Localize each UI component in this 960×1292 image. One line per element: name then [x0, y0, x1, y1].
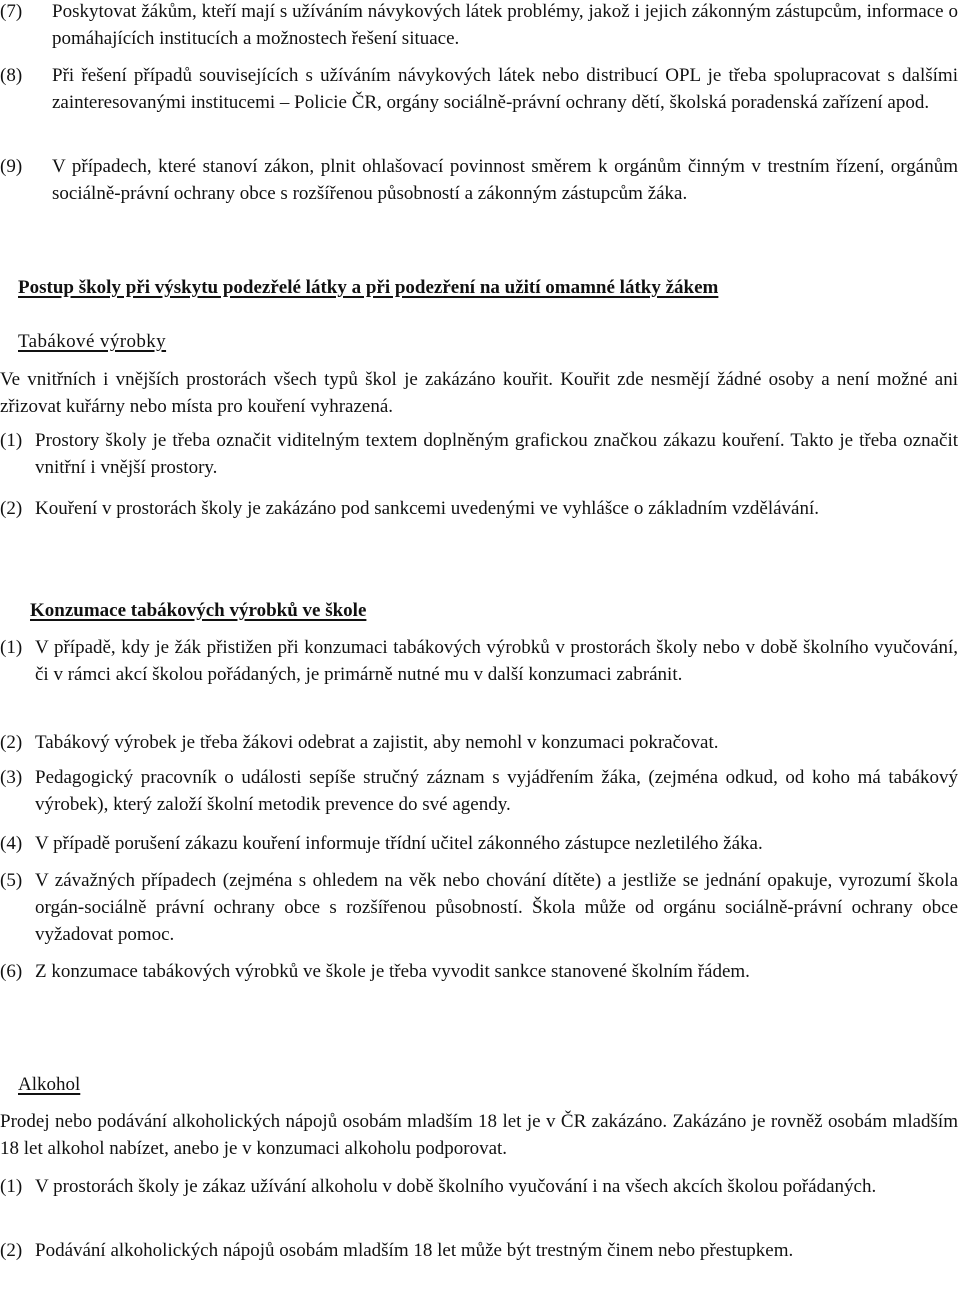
item-number: (5)	[0, 870, 23, 891]
list-item-9	[0, 153, 958, 207]
item-number: (2)	[0, 498, 23, 519]
item-text: Z konzumace tabákových výrobků ve škole je třeba vyvodit sankce stanovené školním řádem.	[35, 961, 750, 982]
konzumace-item-6	[0, 958, 958, 985]
item-number: (1)	[0, 1176, 23, 1197]
list-item-7	[0, 0, 958, 52]
item-text: V případě porušení zákazu kouření informuje třídní učitel zákonného zástupce nezletilého žáka.	[35, 833, 763, 854]
tabak-intro: Ve vnitřních i vnějších prostorách všech typů škol je zakázáno kouřit. Kouřit zde nesmějí žádné osoby a není možné ani zřizovat kuřárny nebo místa pro kouření vyhrazená.	[0, 369, 958, 417]
item-number: (1)	[0, 637, 23, 658]
item-number: (2)	[0, 1240, 23, 1261]
item-text: Kouření v prostorách školy je zakázáno pod sankcemi uvedenými ve vyhlášce o základním vzdělávání.	[35, 498, 820, 519]
section-heading-tabak: Tabákové výrobky	[18, 331, 167, 352]
item-number: (1)	[0, 430, 23, 451]
item-number: (2)	[0, 732, 23, 753]
item-text: V případech, které stanoví zákon, plnit ohlašovací povinnost směrem k orgánům činným v trestním řízení, orgánům sociálně-právní ochrany obce s rozšířenou působností a zákonným zástupcům žáka.	[52, 156, 958, 204]
konzumace-item-5	[0, 867, 958, 948]
list-item-8	[0, 62, 958, 116]
item-text: Prostory školy je třeba označit viditelným textem doplněným grafickou značkou zákazu kouření. Takto je třeba označit vnitřní i vnější prostory.	[35, 430, 958, 478]
konzumace-item-3	[0, 764, 958, 818]
item-number: (6)	[0, 961, 23, 982]
item-number: (4)	[0, 833, 23, 854]
konzumace-item-2	[0, 729, 958, 756]
item-text: Poskytovat žákům, kteří mají s užíváním návykových látek problémy, jakož i jejich zákonným zástupcům, informace o pomáhajících institucích a možnostech řešení situace.	[52, 1, 958, 49]
konzumace-item-1	[0, 634, 958, 688]
konzumace-item-4	[0, 830, 958, 857]
alkohol-item-2	[0, 1237, 958, 1264]
tabak-item-1	[0, 427, 958, 481]
alkohol-item-1	[0, 1173, 958, 1200]
item-text: Podávání alkoholických nápojů osobám mladším 18 let může být trestným činem nebo přestupkem.	[35, 1240, 794, 1261]
section-heading-konzumace: Konzumace tabákových výrobků ve škole	[30, 600, 367, 621]
item-text: Pedagogický pracovník o události sepíše stručný záznam s vyjádřením žáka, (zejména odkud, od koho má tabákový výrobek), který založí školní metodik prevence do své agendy.	[35, 767, 958, 815]
item-text: Tabákový výrobek je třeba žákovi odebrat a zajistit, aby nemohl v konzumaci pokračovat.	[35, 732, 719, 753]
item-text: Při řešení případů souvisejících s užíváním návykových látek nebo distribucí OPL je třeba spolupracovat s dalšími zainteresovanými institucemi – Policie ČR, orgány sociálně-právní ochrany dětí, školská poradenská zařízení apod.	[52, 65, 958, 113]
alkohol-intro: Prodej nebo podávání alkoholických nápojů osobám mladším 18 let je v ČR zakázáno. Zakázáno je rovněž osobám mladším 18 let alkohol nabízet, anebo je v konzumaci alkoholu podporovat.	[0, 1111, 958, 1159]
item-text: V prostorách školy je zákaz užívání alkoholu v době školního vyučování i na všech akcích školou pořádaných.	[35, 1176, 877, 1197]
tabak-item-2	[0, 495, 958, 522]
item-number: (7)	[0, 1, 23, 22]
section-heading-alkohol: Alkohol	[18, 1074, 81, 1095]
item-text: V závažných případech (zejména s ohledem na věk nebo chování dítěte) a jestliže se jednání opakuje, vyrozumí škola orgán-sociálně právní ochrany obce s rozšířenou působností. Škola může od orgánu sociálně-právní ochrany obce vyžadovat pomoc.	[35, 870, 958, 945]
item-text: V případě, kdy je žák přistižen při konzumaci tabákových výrobků v prostorách školy nebo v době školního vyučování, či v rámci akcí školou pořádaných, je primárně nutné mu v další konzumaci zabránit.	[35, 637, 958, 685]
item-number: (9)	[0, 156, 23, 177]
section-heading-postup: Postup školy při výskytu podezřelé látky a při podezření na užití omamné látky žákem	[18, 277, 719, 298]
item-number: (8)	[0, 65, 23, 86]
item-number: (3)	[0, 767, 23, 788]
